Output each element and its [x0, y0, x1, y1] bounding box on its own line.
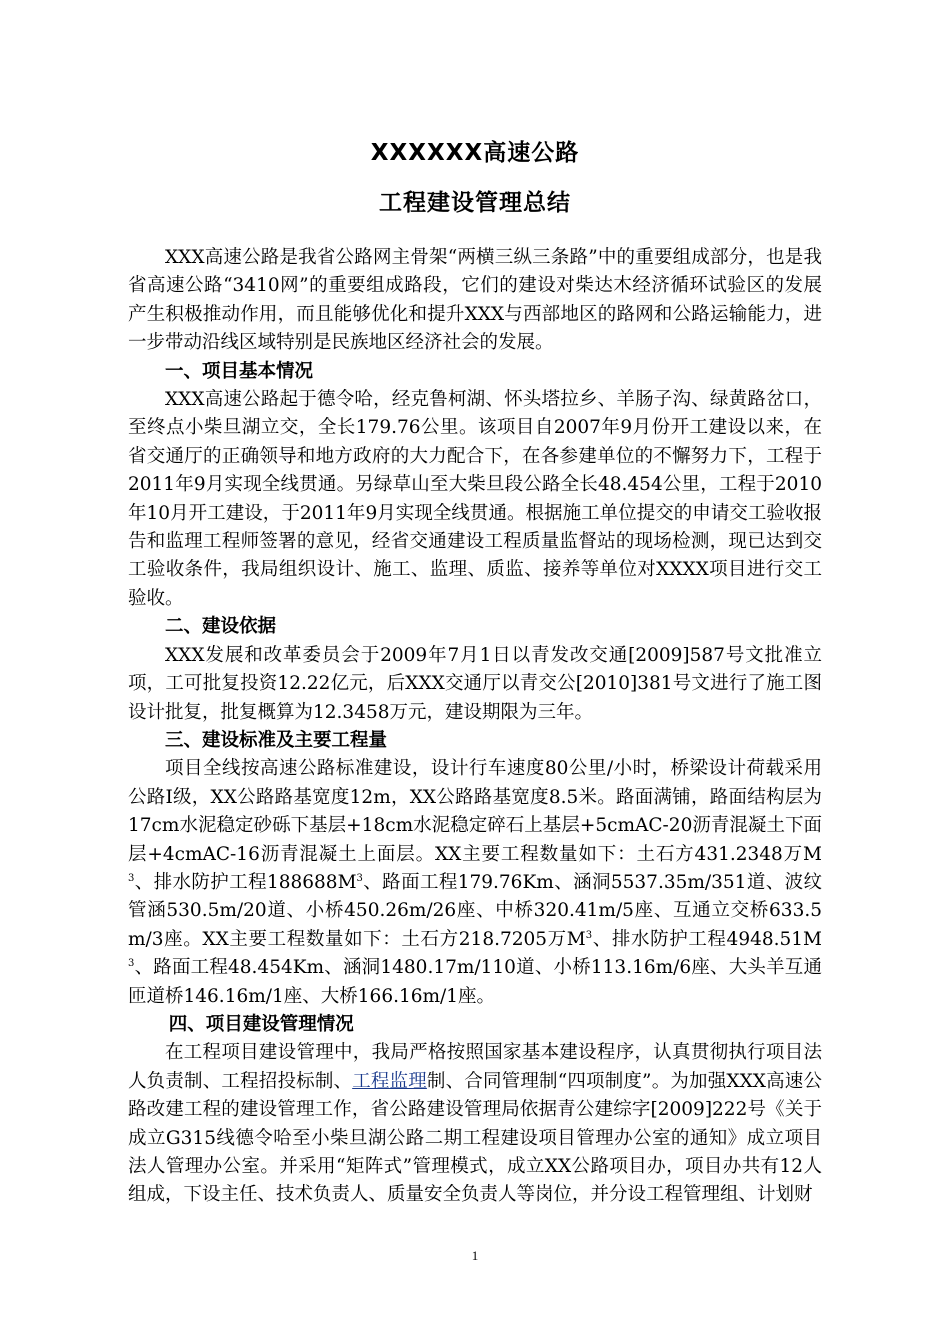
page-number: 1	[471, 1248, 479, 1263]
engineering-supervision-link[interactable]: 工程监理	[352, 1070, 427, 1092]
section-paragraph-3	[128, 755, 822, 1011]
text-run: 、路面工程48.454Km、涵洞1480.17m/110道、小桥113.16m/6座、大头羊互通匝道桥146.16m/1座、大桥166.16m/1座。	[128, 957, 822, 1007]
text-run: 项目全线按高速公路标准建设，设计行车速度80公里/小时，桥梁设计荷载采用公路Ⅰ级，XX公路路基宽度12m，XX公路路基宽度8.5米。路面满铺，路面结构层为17cm水泥稳定砂砾下基层+18cm水泥稳定碎石上基层+5cmAC-20沥青混凝土下面层+4cmAC-16沥青混凝土上面层。XX主要工程数量如下：土石方431.2348万M	[128, 758, 822, 865]
superscript: 3	[356, 872, 363, 884]
document-subtitle: 工程建设管理总结	[379, 190, 571, 216]
document-body	[128, 244, 822, 1210]
section-heading-3: 三、建设标准及主要工程量	[165, 729, 388, 751]
text-run: 、路面工程179.76Km、涵洞5537.35m/351道、波纹管涵530.5m/20道、小桥450.26m/26座、中桥320.41m/5座、互通立交桥633.5m/3座。XX主要工程数量如下：土石方218.7205万M	[128, 871, 822, 950]
intro-paragraph: XXX高速公路是我省公路网主骨架“两横三纵三条路”中的重要组成部分，也是我省高速公路“3410网”的重要组成路段，它们的建设对柴达木经济循环试验区的发展产生积极推动作用，而且能够优化和提升XXX与西部地区的路网和公路运输能力，进一步带动沿线区域特别是民族地区经济社会的发展。	[128, 247, 822, 354]
superscript: 3	[128, 958, 135, 969]
text-run: 在工程项目建设管理中，我局严格按照国家基本建设程序，认真贯彻执行项目法人负责制、工程招投标制、	[128, 1042, 822, 1092]
section-paragraph-2: XXX发展和改革委员会于2009年7月1日以青发改交通[2009]587号文批准立项，工可批复投资12.22亿元，后XXX交通厅以青交公[2010]381号文进行了施工图设计批复，批复概算为12.3458万元，建设期限为三年。	[128, 644, 822, 723]
section-heading-1: 一、项目基本情况	[165, 360, 314, 382]
section-paragraph-4	[128, 1039, 822, 1209]
text-run: 、排水防护工程4948.51M	[592, 928, 822, 950]
text-run: 、排水防护工程188688M	[134, 871, 357, 893]
text-run: 制、合同管理制“四项制度”。为加强XXX高速公路改建工程的建设管理工作，省公路建设管理局依据青公建综字[2009]222号《关于成立G315线德令哈至小柴旦湖公路二期工程建设项目管理办公室的通知》成立项目法人管理办公室。并采用“矩阵式”管理模式，成立XX公路项目办，项目办共有12人组成，下设主任、技术负责人、质量安全负责人等岗位，并分设工程管理组、计划财	[128, 1070, 822, 1206]
section-heading-2: 二、建设依据	[165, 616, 277, 638]
superscript: 3	[128, 872, 135, 884]
section-heading-4: 四、项目建设管理情况	[168, 1013, 354, 1035]
superscript: 3	[585, 929, 593, 941]
document-title: XXXXXX高速公路	[370, 140, 580, 166]
section-paragraph-1: XXX高速公路起于德令哈，经克鲁柯湖、怀头塔拉乡、羊肠子沟、绿黄路岔口，至终点小柴旦湖立交，全长179.76公里。该项目自2007年9月份开工建设以来，在省交通厅的正确领导和地方政府的大力配合下，在各参建单位的不懈努力下，工程于2011年9月实现全线贯通。另绿草山至大柴旦段公路全长48.454公里，工程于2010年10月开工建设，于2011年9月实现全线贯通。根据施工单位提交的申请交工验收报告和监理工程师签署的意见，经省交通建设工程质量监督站的现场检测，现已达到交工验收条件，我局组织设计、施工、监理、质监、接养等单位对XXXX项目进行交工验收。	[128, 389, 822, 609]
